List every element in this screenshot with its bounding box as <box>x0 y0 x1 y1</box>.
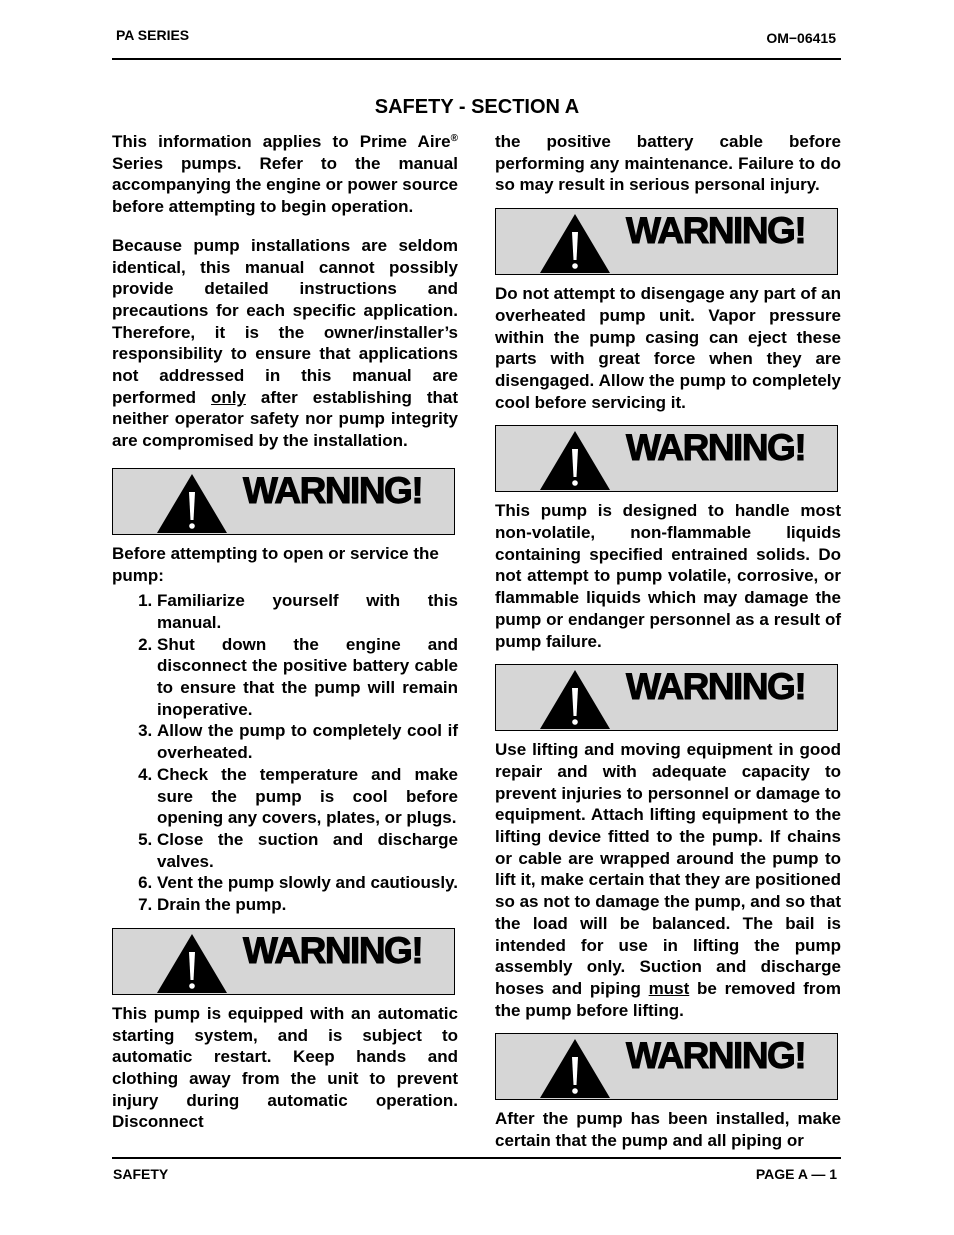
warning-label: WARNING! <box>626 427 806 469</box>
list-item: 6. Vent the pump slowly and cautiously. <box>157 872 458 894</box>
warning-banner <box>112 468 455 535</box>
exclamation-triangle-icon <box>538 1037 612 1099</box>
list-item: 2. Shut down the engine and disconnect the positive battery cable to ensure that the pump will remain inoperative. <box>157 634 458 721</box>
exclamation-triangle-icon <box>538 429 612 491</box>
warning-label: WARNING! <box>626 1035 806 1077</box>
left-column <box>112 131 458 1133</box>
warning-banner <box>495 208 838 275</box>
warning-banner <box>495 1033 838 1100</box>
header-rule <box>112 58 841 60</box>
warning-text-auto-restart: This pump is equipped with an automatic starting system, and is subject to automatic restart. Keep hands and clothing away from the unit to prevent injury during automatic operation. Disconnect <box>112 1003 458 1132</box>
header-series: PA SERIES <box>116 27 190 43</box>
footer-rule <box>112 1157 841 1159</box>
list-item: 5. Close the suction and discharge valves. <box>157 829 458 872</box>
warning-banner <box>495 664 838 731</box>
section-title: SAFETY - SECTION A <box>374 96 580 118</box>
header-doc-number: OM−06415 <box>766 30 836 46</box>
warning-banner <box>495 425 838 492</box>
warning-text-liquids: This pump is designed to handle most non-volatile, non-flammable liquids containing specified entrained solids. Do not attempt to pump volatile, corrosive, or flammable liquids which may damage the pump or endanger personnel as a result of pump failure. <box>495 501 841 651</box>
right-column <box>495 131 841 1152</box>
exclamation-triangle-icon <box>155 472 229 534</box>
warning-label: WARNING! <box>626 666 806 708</box>
list-item: 3. Allow the pump to completely cool if overheated. <box>157 720 458 763</box>
warning-text-lifting: Use lifting and moving equipment in good repair and with adequate capacity to prevent injuries to personnel or damage to equipment. Attach lifting equipment to the lifting device fitted to the pump. If chains or cable are wrapped around the pump to lift it, make certain that they are positioned so as not to damage the pump, and so that the load will be balanced. The bail is intended for use in lifting the pump assembly only. Suction and discharge hoses and piping must be removed from the pump before lifting. <box>495 740 842 1020</box>
footer-page-number: PAGE A — 1 <box>755 1166 837 1182</box>
warning-text-service: Before attempting to open or service the pump: <box>112 543 439 585</box>
list-item: 7. Drain the pump. <box>157 894 458 916</box>
service-steps-list <box>112 590 458 916</box>
exclamation-triangle-icon <box>538 668 612 730</box>
continued-paragraph: the positive battery cable before performing any maintenance. Failure to do so may result in serious personal injury. <box>495 132 841 195</box>
warning-label: WARNING! <box>243 929 423 971</box>
exclamation-triangle-icon <box>538 212 612 274</box>
list-item: 4. Check the temperature and make sure the pump is cool before opening any covers, plates, or plugs. <box>157 764 458 829</box>
exclamation-triangle-icon <box>155 932 229 994</box>
warning-banner <box>112 928 455 995</box>
installation-paragraph: Because pump installations are seldom identical, this manual cannot possibly provide detailed instructions and precautions for each specific application. Therefore, it is the owner/installer’s responsibility to ensure that applications not addressed in this manual are performed only after establishing that neither operator safety nor pump integrity are compromised by the installation. <box>112 235 458 451</box>
warning-label: WARNING! <box>626 210 806 252</box>
footer-section: SAFETY <box>113 1166 169 1182</box>
list-item: 1. Familiarize yourself with this manual. <box>157 590 458 633</box>
intro-paragraph: This information applies to Prime Aire® Series pumps. Refer to the manual accompanying the engine or power source before attempting to begin operation. <box>112 132 458 217</box>
warning-text-installed: After the pump has been installed, make certain that the pump and all piping or <box>495 1109 841 1151</box>
warning-label: WARNING! <box>243 469 423 511</box>
warning-text-overheated: Do not attempt to disengage any part of an overheated pump unit. Vapor pressure within the pump casing can eject these parts with great force when they are disengaged. Allow the pump to completely cool before servicing it. <box>495 284 841 412</box>
